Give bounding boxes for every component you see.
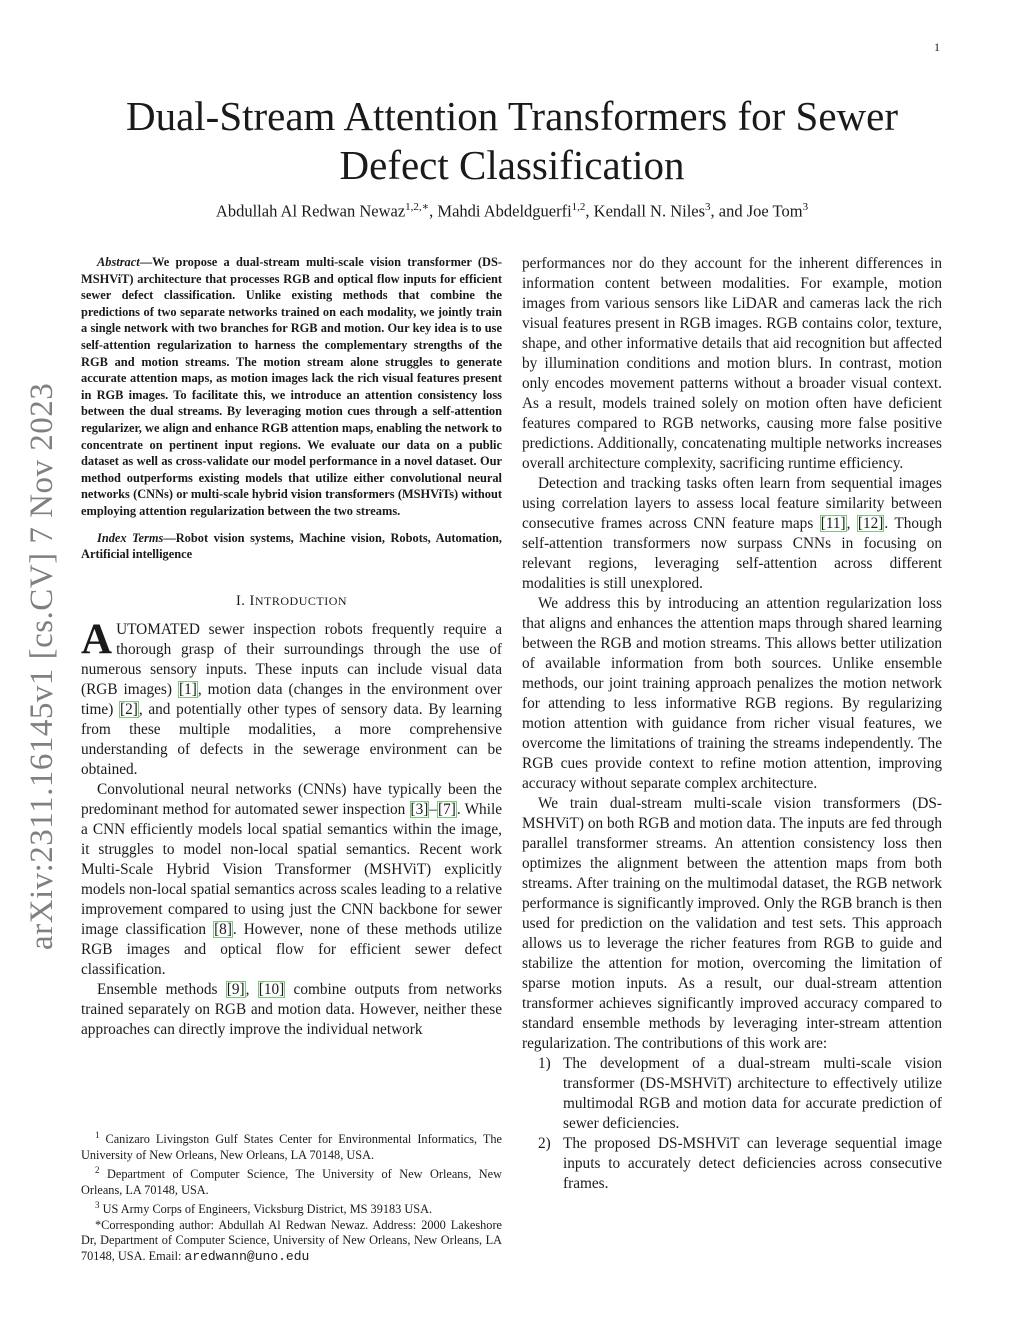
footnote-affiliation-2	[81, 1163, 502, 1198]
footnote-mark: 3	[95, 1200, 100, 1211]
list-item-number: 1)	[538, 1055, 551, 1072]
footnotes	[81, 1128, 502, 1264]
citation-link[interactable]: [1]	[179, 680, 197, 698]
author-name: Kendall N. Niles	[593, 201, 706, 221]
footnote-affiliation-3	[81, 1198, 502, 1218]
citation-separator: ,	[245, 980, 258, 998]
citation-link[interactable]: [2]	[120, 700, 138, 718]
list-item-text: The development of a dual-stream multi-scale vision transformer (DS-MSHViT) architecture to effectively utilize multimodal RGB and motion data for accurate prediction of sewer deficiencies.	[563, 1055, 942, 1132]
right-paragraph-2	[522, 474, 942, 594]
intro-paragraph-3	[81, 980, 502, 1040]
footnote-affiliation-1	[81, 1128, 502, 1163]
introduction-body	[81, 615, 502, 1040]
author-affiliation-mark: 1,2,∗	[405, 201, 430, 213]
index-terms-text: —Robot vision systems, Machine vision, Robots, Automation, Artificial intelligence	[81, 530, 503, 562]
contributions-list	[522, 1054, 942, 1194]
drop-cap: A	[81, 615, 113, 663]
author-separator: ,	[429, 201, 438, 221]
list-item-number: 2)	[538, 1135, 551, 1152]
footnote-mark: 1	[95, 1130, 100, 1140]
section-numeral: I.	[235, 592, 250, 609]
index-terms-label: Index Terms	[97, 530, 164, 545]
author-affiliation-mark: 3	[802, 201, 809, 213]
citation-range-dash: –	[429, 800, 438, 818]
author-name: Joe Tom	[746, 201, 803, 221]
intro-paragraph-2	[81, 780, 502, 980]
citation-link[interactable]: [7]	[438, 800, 456, 818]
section-title-rest: NTRODUCTION	[254, 593, 348, 608]
intro-text: . While a CNN efficiently models local spatial semantics within the image, it struggles to model non-local spatial semantics. Recent work Multi-Scale Hybrid Vision Transformer (MSHViT) explicitly models non-local spatial semantics across scales leading to a relative improvement compared to using just the CNN backbone for sewer image classification	[81, 800, 502, 938]
right-paragraph-1: performances nor do they account for the inherent differences in information content between modalities. For example, motion images from various sensors like LiDAR and cameras lack the rich visual features present in RGB images. RGB contains color, texture, shape, and other informative details that aid recognition but affected by illumination conditions and motion blurs. In contrast, motion only encodes movement patterns without a broader visual context. As a result, models trained solely on motion often have deficient features compared to RGB networks, causing more false positive predictions. Additionally, concatenating multiple networks increases overall architecture complexity, sacrificing runtime efficiency.	[522, 255, 942, 472]
abstract-text: —We propose a dual-stream multi-scale vision transformer (DS-MSHViT) architecture that processes RGB and optical flow inputs for efficient sewer defect classification. Unlike existing methods that combine the predictions of two separate networks trained on each modality, we jointly train a single network with two branches for RGB and motion. Our key idea is to use self-attention regularization to harness the complementary strengths of the RGB and motion streams. The motion stream alone struggles to generate accurate attention maps, as motion images lack the rich visual features present in RGB images. To facilitate this, we introduce an attention consistency loss between the dual streams. By leveraging motion cues through a self-attention regularizer, we align and enhance RGB attention maps, enabling the network to concentrate on pertinent input regions. We evaluate our data on a public dataset as well as cross-validate our model performance in a novel dataset. Our method outperforms existing models that utilize either convolutional neural networks (CNNs) or multi-scale hybrid vision transformers (MSHViTs) without employing attention regularization between the two streams.	[81, 255, 502, 518]
intro-text: sewer inspection robots frequently require a thorough grasp of their surroundings through the use of numerous sensory inputs. These inputs can include visual data (RGB images)	[81, 620, 502, 698]
abstract-label: Abstract	[97, 255, 140, 269]
footnote-mark: 2	[95, 1165, 100, 1176]
abstract	[81, 254, 502, 520]
author-name: Mahdi Abdeldguerfi	[437, 201, 572, 221]
intro-lead-word: UTOMATED	[116, 620, 200, 638]
list-item-text: The proposed DS-MSHViT can leverage sequential image inputs to accurately detect deficiencies across consecutive frames.	[563, 1135, 942, 1192]
page-number: 1	[934, 40, 940, 54]
intro-text: , and potentially other types of sensory data. By learning from these multiple modalities, a more comprehensive understanding of defects in the sewerage environment can be obtained.	[81, 700, 502, 778]
intro-text: Ensemble methods	[97, 980, 226, 998]
footnote-text: Department of Computer Science, The University of New Orleans, New Orleans, LA 70148, USA.	[81, 1167, 502, 1197]
paper-title: Dual-Stream Attention Transformers for Sewer Defect Classification	[125, 93, 899, 188]
author-affiliation-mark: 3	[705, 201, 711, 213]
citation-separator: ,	[846, 515, 857, 532]
citation-link[interactable]: [9]	[226, 980, 245, 998]
intro-text: combine outputs from networks trained separately on RGB and motion data. However, neither these approaches can directly improve the individual network	[81, 980, 502, 1038]
footnote-corresponding-author	[81, 1218, 502, 1265]
intro-paragraph-1	[81, 615, 502, 780]
citation-link[interactable]: [3]	[410, 800, 429, 818]
intro-text: . However, none of these methods utilize RGB images and optical flow for efficient sewer defect classification.	[81, 920, 502, 978]
author-affiliation-mark: 1,2	[571, 201, 586, 213]
list-item	[522, 1134, 942, 1194]
footnote-text: US Army Corps of Engineers, Vicksburg District, MS 39183 USA.	[99, 1202, 433, 1217]
email-link[interactable]: aredwann@uno.edu	[184, 1248, 310, 1264]
body-text: . Though self-attention transformers now surpass CNNs in focusing on relevant regions, leveraging self-attention across different modalities is still unexplored.	[522, 515, 942, 592]
left-column	[81, 254, 502, 1040]
right-paragraph-3: We address this by introducing an attention regularization loss that aligns and enhances the attention maps through shared learning between the RGB and motion streams. This allows better utilization of available information from both sources. Unlike ensemble methods, our joint training approach penalizes the motion network for attending to less informative RGB regions. By regularizing motion attention with guidance from richer visual features, we overcome the limitations of training the streams independently. The RGB cues provide context to refine motion attention, improving accuracy without separate complex architecture.	[522, 595, 942, 792]
section-first-letter: I	[249, 592, 255, 609]
citation-link[interactable]: [12]	[857, 515, 884, 532]
right-paragraph-4: We train dual-stream multi-scale vision transformers (DS-MSHViT) on both RGB and motion data. The inputs are fed through parallel transformer streams. An attention consistency loss then optimizes the alignment between the attention maps from both streams. After training on the multimodal dataset, the RGB network performance is significantly improved. Only the RGB branch is then used for prediction on the validation and test sets. This approach allows us to leverage the richer features from RGB to guide and stabilize the attention for motion, overcoming the limitation of sparse motion inputs. As a result, our dual-stream attention transformer achieves significantly improved accuracy compared to standard ensemble methods by leveraging inter-stream attention regularization. The contributions of this work are:	[522, 795, 942, 1052]
right-column	[522, 254, 942, 1194]
intro-text: , motion data (changes in the environment over time)	[81, 680, 502, 718]
author-list	[80, 196, 944, 223]
author-separator: , and	[710, 201, 747, 221]
section-heading-introduction	[81, 593, 502, 610]
arxiv-identifier: arXiv:2311.16145v1 [cs.CV] 7 Nov 2023	[24, 382, 60, 950]
citation-link[interactable]: [10]	[258, 980, 285, 998]
author-name: Abdullah Al Redwan Newaz	[215, 201, 406, 221]
citation-link[interactable]: [11]	[820, 515, 846, 532]
footnote-text: Canizaro Livingston Gulf States Center for Environmental Informatics, The University of New Orleans, New Orleans, LA 70148, USA.	[81, 1132, 502, 1162]
list-item	[522, 1054, 942, 1134]
citation-link[interactable]: [8]	[214, 920, 232, 938]
body-text: Detection and tracking tasks often learn from sequential images using correlation layers to assess local feature similarity between consecutive frames across CNN feature maps	[522, 475, 942, 532]
author-separator: ,	[585, 201, 594, 221]
index-terms	[81, 530, 502, 563]
intro-text: Convolutional neural networks (CNNs) have typically been the predominant method for automated sewer inspection	[81, 780, 502, 818]
footnote-text: *Corresponding author: Abdullah Al Redwan Newaz. Address: 2000 Lakeshore Dr, Department of Computer Science, University of New Orleans, New Orleans, LA 70148, USA. Email:	[81, 1217, 502, 1263]
